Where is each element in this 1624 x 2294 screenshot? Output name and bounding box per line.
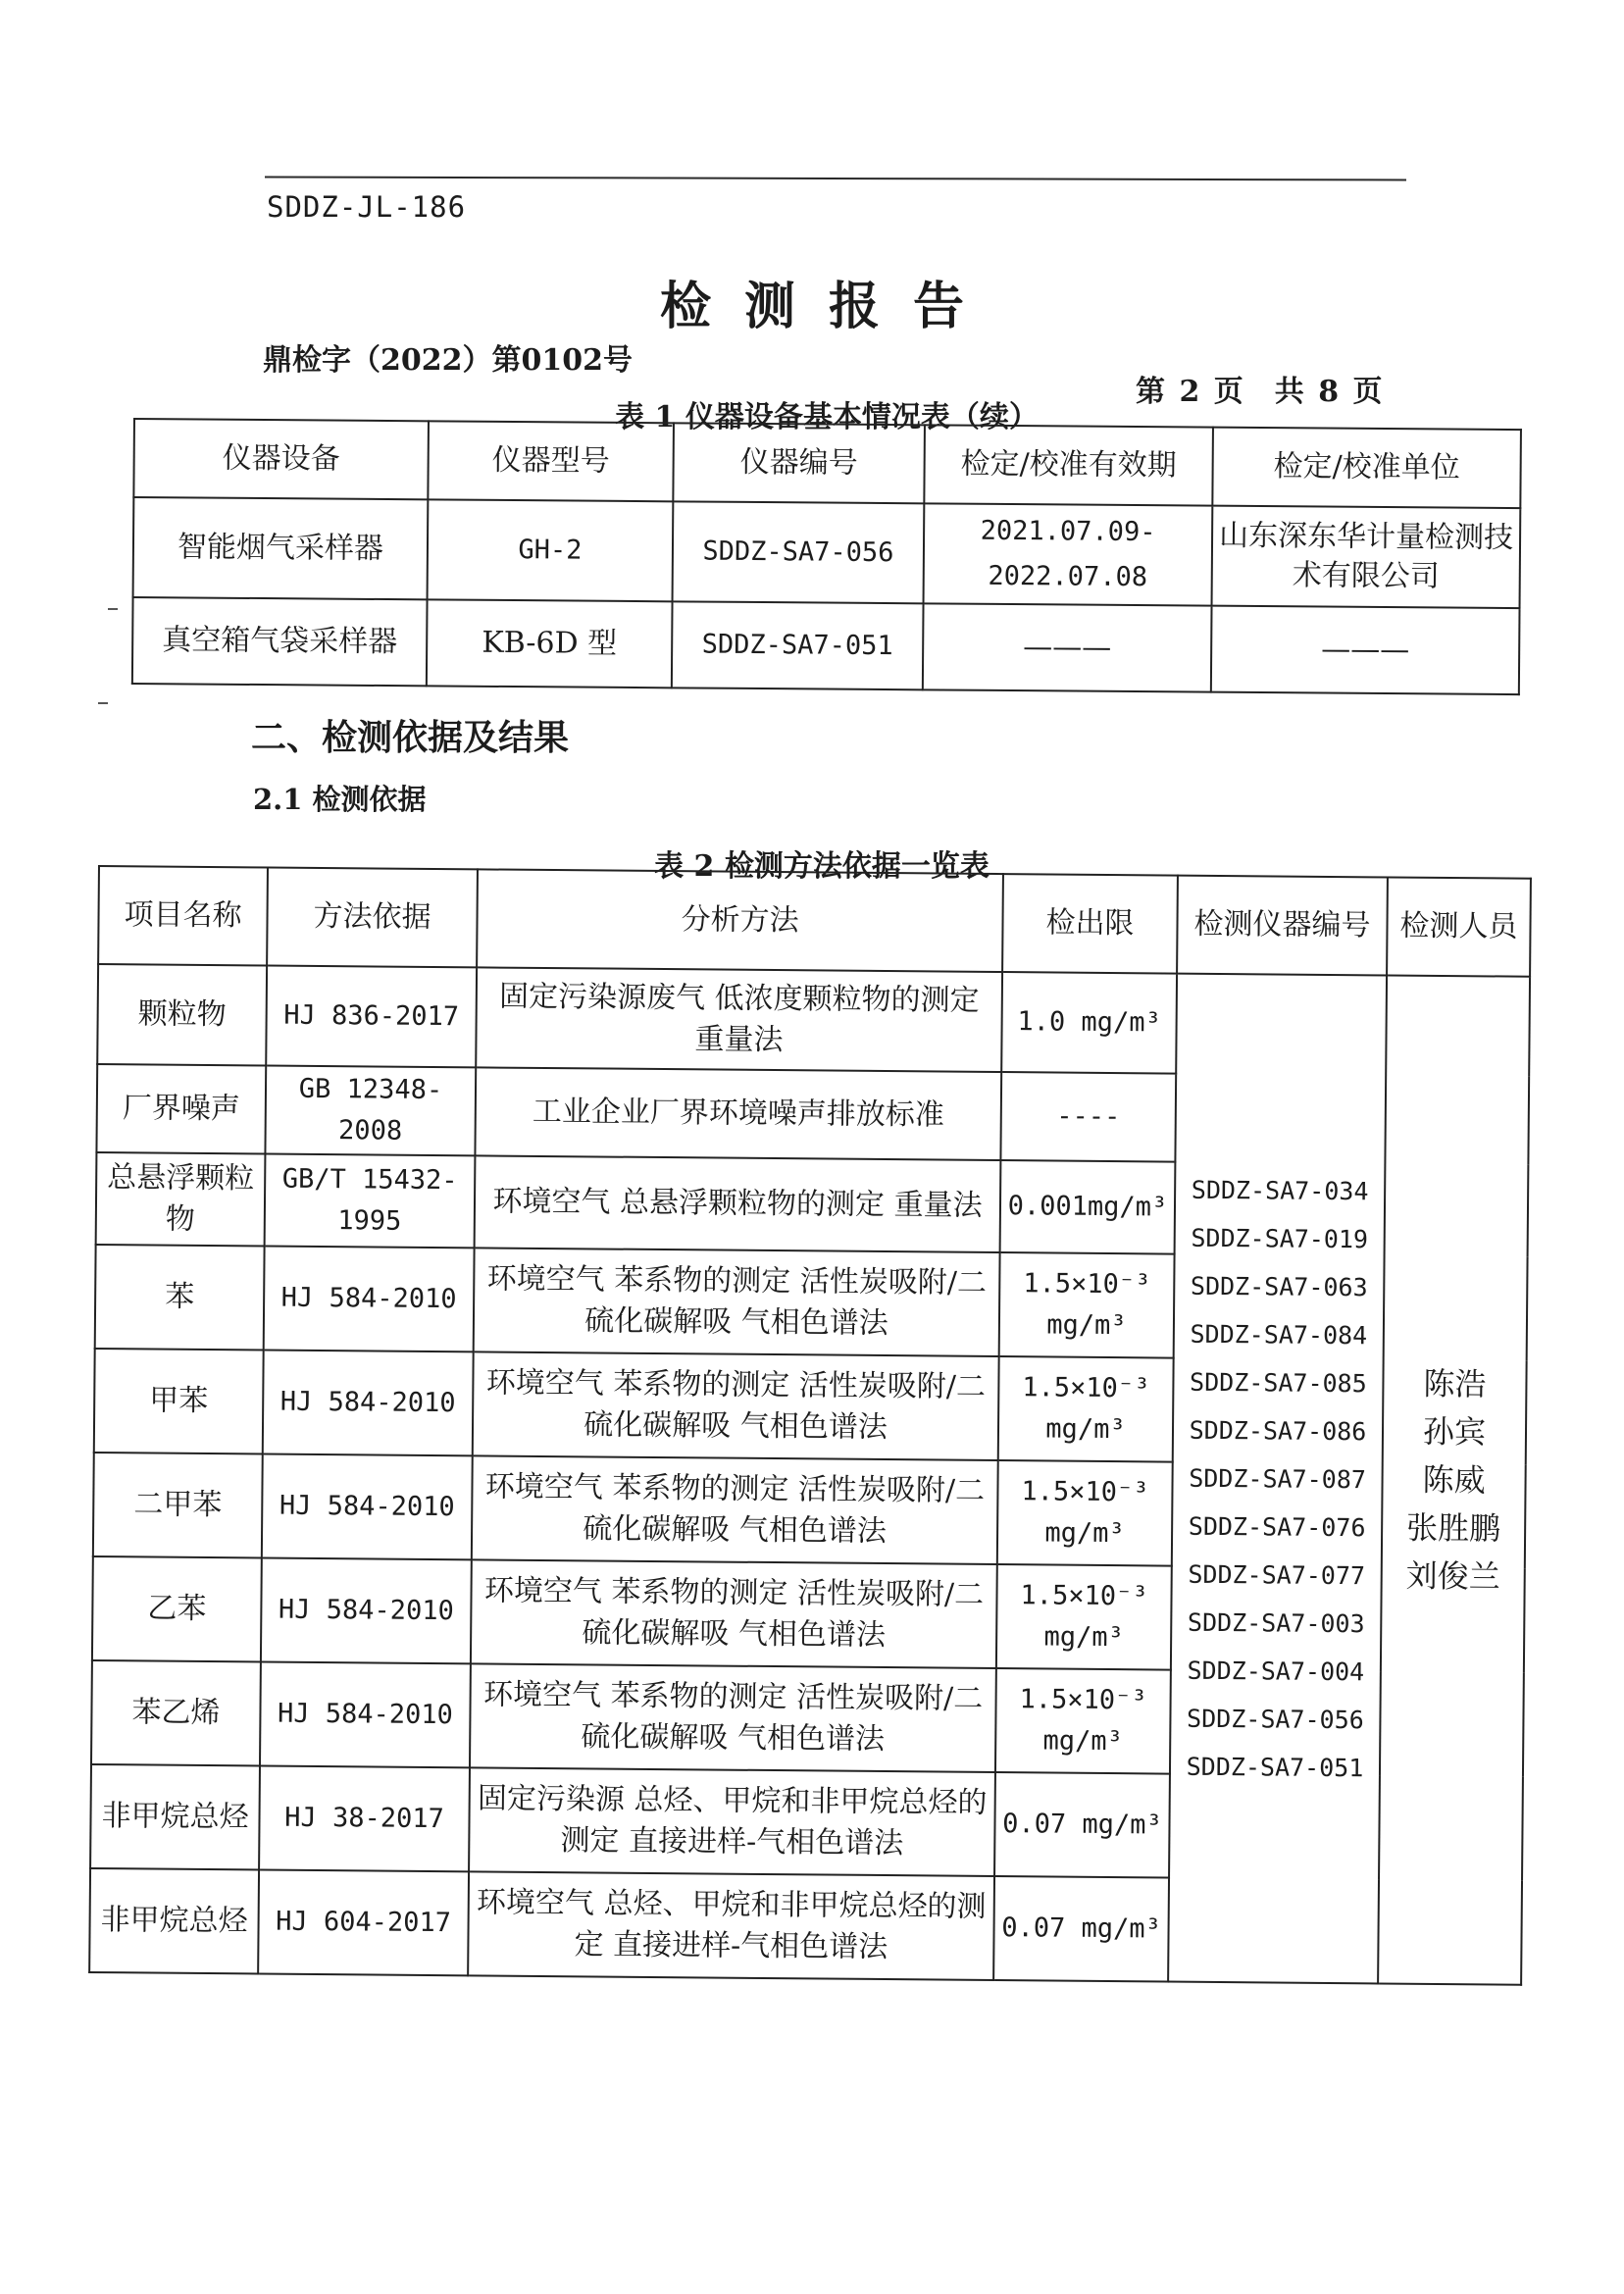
table2-cell: ---- <box>1000 1072 1176 1162</box>
table1-cell: SDDZ-SA7-051 <box>672 601 924 689</box>
table2-cell: 0.001mg/m³ <box>1000 1160 1176 1254</box>
table2-col-header: 方法依据 <box>267 868 478 968</box>
instrument-list-cell <box>1168 974 1387 1984</box>
table1-col-header: 仪器编号 <box>673 423 925 503</box>
instrument-list <box>1177 1165 1379 1792</box>
table2-caption: 表 2 检测方法依据一览表 <box>654 849 990 884</box>
scan-mark <box>108 608 118 610</box>
table2-cell: HJ 836-2017 <box>266 966 477 1068</box>
table2-cell: 甲苯 <box>94 1349 264 1453</box>
table2-col-header: 检测仪器编号 <box>1177 876 1388 976</box>
table2-cell: 环境空气 苯系物的测定 活性炭吸附/二硫化碳解吸 气相色谱法 <box>472 1455 998 1564</box>
instrument-code: SDDZ-SA7-063 <box>1190 1271 1368 1301</box>
table2-col-header: 检出限 <box>1002 874 1178 974</box>
page-current: 第 2 页 <box>1136 375 1245 409</box>
table1-cell: KB-6D 型 <box>427 599 673 688</box>
table1-cell: ——— <box>923 603 1212 691</box>
table-row <box>97 964 1530 1077</box>
report-number: 鼎检字（2022）第0102号 <box>263 343 633 378</box>
table1-cell: 智能烟气采样器 <box>133 497 429 599</box>
table2-cell: HJ 584-2010 <box>260 1661 471 1767</box>
table1-col-header: 检定/校准有效期 <box>924 425 1213 505</box>
table2-cell: 厂界噪声 <box>96 1064 266 1153</box>
table2-header-row <box>98 866 1531 977</box>
table1-header-row <box>133 419 1521 508</box>
table2-cell: 环境空气 苯系物的测定 活性炭吸附/二硫化碳解吸 气相色谱法 <box>473 1351 999 1460</box>
personnel-name: 孙宾 <box>1422 1412 1487 1451</box>
table2-cell: 1.5×10⁻³ mg/m³ <box>995 1668 1171 1774</box>
table1-cell: 2021.07.09-2022.07.08 <box>924 503 1213 605</box>
method-table <box>88 865 1532 1986</box>
instrument-code: SDDZ-SA7-084 <box>1190 1319 1368 1350</box>
table1-cell: 真空箱气袋采样器 <box>132 597 428 686</box>
table2-cell: HJ 584-2010 <box>261 1557 472 1663</box>
table2-cell: HJ 604-2017 <box>258 1869 469 1975</box>
header-rule <box>265 176 1406 180</box>
table1-cell: SDDZ-SA7-056 <box>673 501 925 603</box>
table2-cell: HJ 584-2010 <box>264 1246 475 1351</box>
personnel-name: 陈威 <box>1422 1460 1486 1499</box>
scan-mark <box>98 702 108 704</box>
table2-cell: HJ 584-2010 <box>262 1453 473 1559</box>
instrument-code: SDDZ-SA7-019 <box>1191 1223 1369 1253</box>
table2-col-header: 分析方法 <box>477 869 1003 972</box>
table2-cell: 非甲烷总烃 <box>90 1764 260 1869</box>
table-row <box>132 597 1520 694</box>
instrument-code: SDDZ-SA7-034 <box>1191 1175 1369 1205</box>
table1-col-header: 仪器型号 <box>428 421 674 501</box>
table2-cell: 环境空气 总烃、甲烷和非甲烷总烃的测定 直接进样-气相色谱法 <box>468 1871 994 1980</box>
table2-col-header: 项目名称 <box>98 866 268 965</box>
instrument-code: SDDZ-SA7-004 <box>1187 1656 1365 1686</box>
table2-cell: 环境空气 苯系物的测定 活性炭吸附/二硫化碳解吸 气相色谱法 <box>470 1663 996 1772</box>
table2-cell: 1.5×10⁻³ mg/m³ <box>997 1460 1173 1566</box>
instrument-code: SDDZ-SA7-085 <box>1190 1367 1367 1398</box>
table2-cell: 固定污染源废气 低浓度颗粒物的测定 重量法 <box>476 967 1002 1072</box>
table2-cell: 颗粒物 <box>97 964 267 1065</box>
table2-col-header: 检测人员 <box>1387 877 1531 976</box>
table2-cell: 1.0 mg/m³ <box>1001 972 1177 1074</box>
table2-cell: 环境空气 苯系物的测定 活性炭吸附/二硫化碳解吸 气相色谱法 <box>471 1559 997 1668</box>
table1-caption: 表 1 仪器设备基本情况表（续） <box>615 400 1039 434</box>
personnel-name: 张胜鹏 <box>1405 1508 1501 1548</box>
table2-cell: GB/T 15432-1995 <box>265 1153 476 1248</box>
table2-cell: HJ 38-2017 <box>259 1765 470 1871</box>
table2-cell: 1.5×10⁻³ mg/m³ <box>996 1564 1172 1670</box>
table2-cell: 非甲烷总烃 <box>89 1868 259 1973</box>
table2-cell: 固定污染源 总烃、甲烷和非甲烷总烃的测定 直接进样-气相色谱法 <box>469 1767 995 1876</box>
subsection-heading: 2.1 检测依据 <box>253 783 427 816</box>
table2-cell: 二甲苯 <box>93 1453 263 1557</box>
table2-cell: HJ 584-2010 <box>263 1350 474 1455</box>
section-heading: 二、检测依据及结果 <box>251 717 570 758</box>
table2-cell: 乙苯 <box>92 1556 262 1661</box>
instrument-code: SDDZ-SA7-077 <box>1188 1559 1366 1590</box>
table2-cell: 1.5×10⁻³ mg/m³ <box>998 1356 1174 1462</box>
report-title: 检测报告 <box>659 277 997 336</box>
table1-cell: ——— <box>1211 606 1520 694</box>
table1-cell: 山东深东华计量检测技术有限公司 <box>1212 506 1521 608</box>
table2-cell: 苯 <box>95 1245 265 1350</box>
instrument-code: SDDZ-SA7-086 <box>1189 1415 1367 1446</box>
personnel-list-cell <box>1378 975 1530 1984</box>
table1-col-header: 检定/校准单位 <box>1212 428 1521 508</box>
personnel-name: 陈浩 <box>1423 1364 1487 1402</box>
table2-cell: 环境空气 总悬浮颗粒物的测定 重量法 <box>475 1155 1001 1252</box>
instrument-code: SDDZ-SA7-076 <box>1188 1511 1366 1542</box>
table1-cell: GH-2 <box>428 499 674 601</box>
page-total: 共 8 页 <box>1274 375 1385 409</box>
personnel-name: 刘俊兰 <box>1405 1556 1500 1596</box>
table2-cell: 总悬浮颗粒物 <box>96 1152 266 1246</box>
table2-cell: 0.07 mg/m³ <box>993 1876 1169 1982</box>
instrument-code: SDDZ-SA7-087 <box>1189 1463 1367 1494</box>
personnel-list <box>1389 1359 1520 1601</box>
table2-cell: 苯乙烯 <box>91 1660 261 1765</box>
instrument-code: SDDZ-SA7-003 <box>1187 1607 1365 1638</box>
table2-cell: GB 12348-2008 <box>265 1066 476 1156</box>
instrument-code: SDDZ-SA7-056 <box>1187 1704 1364 1734</box>
instrument-table <box>131 418 1522 695</box>
table2-cell: 0.07 mg/m³ <box>994 1772 1170 1878</box>
instrument-code: SDDZ-SA7-051 <box>1186 1752 1364 1782</box>
table1-col-header: 仪器设备 <box>133 419 429 499</box>
table-row <box>133 497 1521 608</box>
table2-cell: 1.5×10⁻³ mg/m³ <box>999 1252 1175 1358</box>
document-code: SDDZ-JL-186 <box>267 190 467 224</box>
table2-cell: 工业企业厂界环境噪声排放标准 <box>475 1067 1001 1160</box>
table2-cell: 环境空气 苯系物的测定 活性炭吸附/二硫化碳解吸 气相色谱法 <box>474 1248 1000 1356</box>
